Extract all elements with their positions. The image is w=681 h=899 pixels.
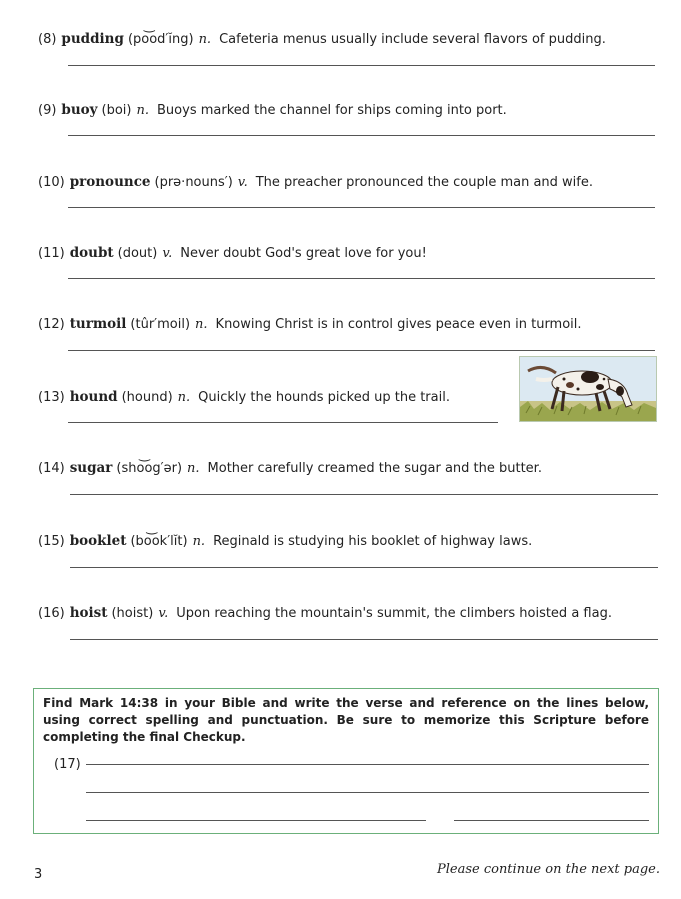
entry-number: (10)	[38, 175, 65, 190]
vocab-entry	[38, 605, 661, 621]
part-of-speech: n.	[195, 317, 208, 332]
pronunciation: (po͝od′ĭng)	[127, 32, 194, 47]
example-sentence: Quickly the hounds picked up the trail.	[198, 390, 450, 405]
entry-number: (9)	[38, 103, 57, 118]
example-sentence: Reginald is studying his booklet of highway laws.	[213, 534, 533, 549]
vocab-word: buoy	[61, 102, 98, 118]
answer-line[interactable]	[68, 350, 655, 351]
part-of-speech: n.	[192, 534, 206, 549]
entry-number: (14)	[38, 461, 65, 476]
part-of-speech: v.	[237, 175, 248, 190]
entry-number: (8)	[38, 32, 57, 47]
example-sentence: Never doubt God's great love for you!	[180, 246, 427, 261]
pronunciation: (hound)	[121, 390, 173, 405]
vocab-word: sugar	[69, 460, 113, 476]
vocab-entry	[38, 460, 661, 476]
vocab-entry	[38, 174, 661, 190]
entry-number: (12)	[38, 317, 65, 332]
vocab-word: turmoil	[69, 316, 127, 332]
answer-line[interactable]	[68, 207, 655, 208]
answer-line[interactable]	[68, 65, 655, 66]
entry-number: (13)	[38, 390, 65, 405]
pronunciation: (prə·nouns′)	[154, 175, 233, 190]
vocab-word: pronounce	[69, 174, 151, 190]
hound-illustration	[519, 356, 657, 422]
pronunciation: (bo͝ok′lĭt)	[130, 534, 188, 549]
pronunciation: (boi)	[101, 103, 132, 118]
answer-line[interactable]	[70, 567, 658, 568]
part-of-speech: v.	[158, 606, 169, 621]
vocab-entry	[38, 533, 661, 549]
page-number: 3	[34, 867, 43, 882]
part-of-speech: n.	[187, 461, 200, 476]
example-sentence: The preacher pronounced the couple man and wife.	[255, 175, 593, 190]
scripture-instruction: Find Mark 14:38 in your Bible and write the verse and reference on the lines below, using correct spelling and punctuation. Be sure to memorize this Scripture before completing the final Checkup.	[43, 696, 649, 744]
vocab-word: pudding	[61, 31, 124, 47]
pronunciation: (dout)	[117, 246, 158, 261]
vocab-word: hound	[69, 389, 118, 405]
continue-note: Please continue on the next page.	[436, 862, 660, 877]
answer-line[interactable]	[70, 639, 658, 640]
vocab-entry	[38, 245, 661, 261]
scripture-box	[33, 688, 659, 834]
vocab-entry	[38, 31, 661, 47]
entry-number: (11)	[38, 246, 65, 261]
example-sentence: Upon reaching the mountain's summit, the climbers hoisted a flag.	[176, 606, 612, 621]
vocab-word: booklet	[69, 533, 127, 549]
vocab-word: doubt	[69, 245, 114, 261]
part-of-speech: n.	[177, 390, 191, 405]
answer-line[interactable]	[86, 792, 649, 793]
vocab-entry	[38, 316, 661, 332]
example-sentence: Knowing Christ is in control gives peace even in turmoil.	[215, 317, 582, 332]
answer-line[interactable]	[70, 494, 658, 495]
part-of-speech: n.	[136, 103, 150, 118]
part-of-speech: v.	[162, 246, 173, 261]
answer-line[interactable]	[454, 820, 649, 821]
vocab-word: hoist	[69, 605, 108, 621]
entry-number: (17)	[54, 757, 81, 772]
pronunciation: (sho͝og′ər)	[116, 461, 183, 476]
answer-line[interactable]	[86, 764, 649, 765]
vocab-entry	[38, 102, 661, 118]
answer-line[interactable]	[68, 422, 498, 423]
pronunciation: (tûr′moil)	[130, 317, 191, 332]
example-sentence: Buoys marked the channel for ships coming into port.	[157, 103, 507, 118]
example-sentence: Mother carefully creamed the sugar and the butter.	[207, 461, 542, 476]
answer-line[interactable]	[86, 820, 426, 821]
answer-line[interactable]	[68, 135, 655, 136]
part-of-speech: n.	[198, 32, 212, 47]
pronunciation: (hoist)	[111, 606, 154, 621]
example-sentence: Cafeteria menus usually include several flavors of pudding.	[219, 32, 606, 47]
answer-line[interactable]	[68, 278, 655, 279]
entry-number: (16)	[38, 606, 65, 621]
entry-number: (15)	[38, 534, 65, 549]
